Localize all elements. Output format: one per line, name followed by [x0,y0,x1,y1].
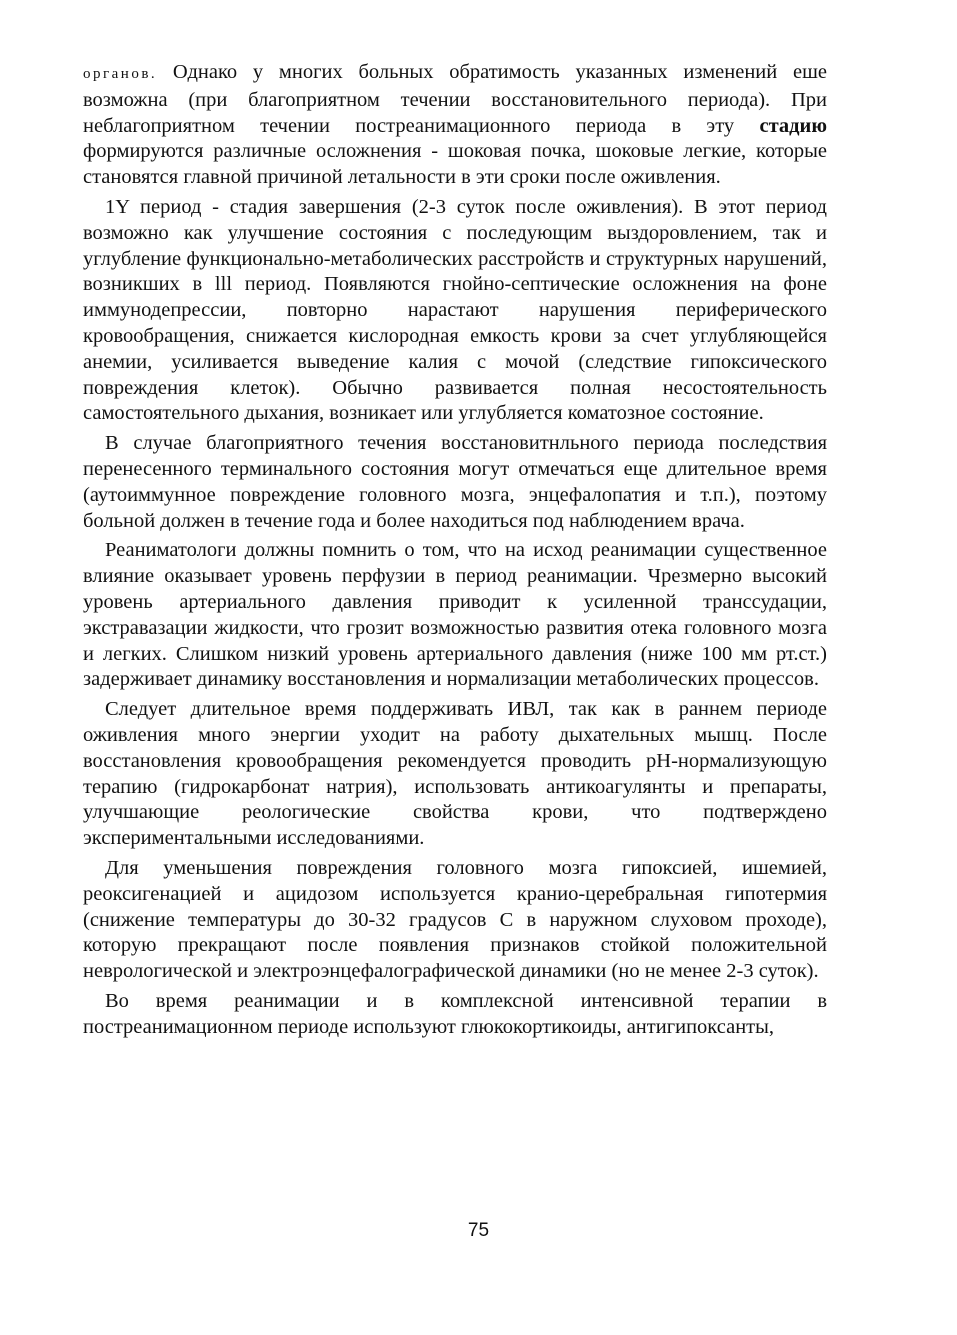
paragraph-1-lead: органов. [83,66,158,82]
paragraph-1-text: Однако у многих больных обратимость указанных изменений еше возможна (при благоприятном течении восстановительного периода). При неблагоприятном течении постреанимационного периода в эту [83,61,827,137]
paragraph-2: 1Y период - стадия завершения (2-3 суток после оживления). В этот период возможно как улучшение состояния с последующим выздоровлением, так и углубление функционально-метаболических расстройств и структурных нарушений, возникших в lll период. Появляются гнойно-септические осложнения на фоне иммунодепрессии, повторно нарастают нарушения периферического кровообращения, снижается кислородная емкость крови за счет углубляющейся анемии, усиливается выведение калия с мочой (следствие гипоксического повреждения клеток). Обычно развивается полная несостоятельность самостоятельного дыхания, возникает или углубляется коматозное состояние. [83,195,827,425]
paragraph-4: Реаниматологи должны помнить о том, что на исход реанимации существенное влияние оказывает уровень перфузии в период реанимации. Чрезмерно высокий уровень артериального давления приводит к усиленной транссудации, экстравазации жидкости, что грозит возможностью развития отека головного мозга и легких. Слишком низкий уровень артериального давления (ниже 100 мм рт.ст.) задерживает динамику восстановления и нормализации метаболических процессов. [83,539,827,691]
page-body [83,60,827,1044]
paragraph-1-bold-term: стадию [759,114,827,137]
page-number: 75 [467,1220,490,1241]
paragraph-1 [83,60,827,191]
paragraph-5: Следует длительное время поддерживать ИВЛ, так как в раннем периоде оживления много энергии уходит на работу дыхательных мышц. После восстановления кровообращения рекомендуется проводить рН-нормализующую терапию (гидрокарбонат натрия), использовать антикоагулянты и препараты, улучшающие реологические свойства крови, что подтверждено экспериментальными исследованиями. [83,698,827,850]
paragraph-3: В случае благоприятного течения восстановитнльного периода последствия перенесенного терминального состояния могут отмечаться еще длительное время (аутоиммунное повреждение головного мозга, энцефалопатия и т.п.), поэтому больной должен в течение года и более находиться под наблюдением врача. [83,432,827,532]
paragraph-6: Для уменьшения повреждения головного мозга гипоксией, ишемией, реоксигенацией и ацидозом используется кранио-церебральная гипотермия (снижение температуры до 30-32 градусов С в наружном слуховом проходе), которую прекращают после появления признаков стойкой положительной неврологической и электроэнцефалографической динамики (но не менее 2-3 суток). [83,856,827,983]
paragraph-1-tail: формируются различные осложнения - шоковая почка, шоковые легкие, которые становятся главной причиной летальности в эти сроки после оживления. [83,140,827,189]
paragraph-7: Во время реанимации и в комплексной интенсивной терапии в постреанимационном периоде используют глюкокортикоиды, антигипоксанты, [83,989,827,1038]
